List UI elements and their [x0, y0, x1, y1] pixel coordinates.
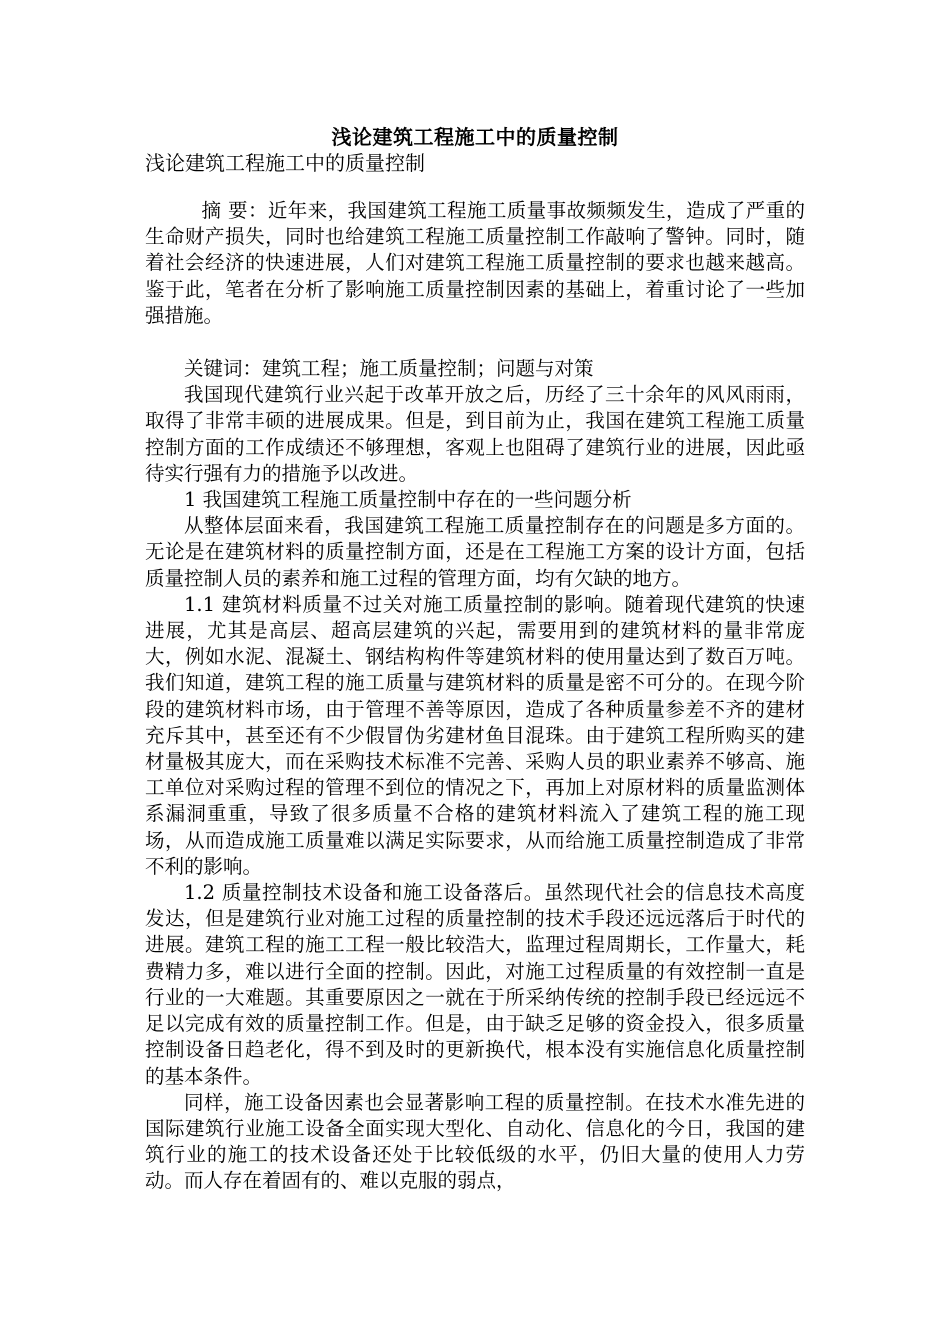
document-subtitle: 浅论建筑工程施工中的质量控制 [145, 151, 425, 175]
document-title: 浅论建筑工程施工中的质量控制 [331, 125, 619, 149]
section-1-1-paragraph: 1.1 建筑材料质量不过关对施工质量控制的影响。随着现代建筑的快速进展，尤其是高层、超高层建筑的兴起，需要用到的建筑材料的量非常庞大，例如水泥、混凝土、钢结构构件等建筑材料的使用量达到了数百万吨。我们知道，建筑工程的施工质量与建筑材料的质量是密不可分的。在现今阶段的建筑材料市场，由于管理不善等原因，造成了各种质量参差不齐的建材充斥其中，甚至还有不少假冒伪劣建材鱼目混珠。由于建筑工程所购买的建材量极其庞大，而在采购技术标准不完善、采购人员的职业素养不够高、施工单位对采购过程的管理不到位的情况之下，再加上对原材料的质量监测体系漏洞重重，导致了很多质量不合格的建筑材料流入了建筑工程的施工现场，从而造成施工质量难以满足实际要求，从而给施工质量控制造成了非常不利的影响。 [145, 592, 805, 878]
abstract-paragraph: 摘 要：近年来，我国建筑工程施工质量事故频频发生，造成了严重的生命财产损失，同时也给建筑工程施工质量控制工作敲响了警钟。同时，随着社会经济的快速进展，人们对建筑工程施工质量控制的要求也越来越高。鉴于此，笔者在分析了影响施工质量控制因素的基础上，着重讨论了一些加强措施。 [145, 199, 805, 327]
section-1-2-continued-paragraph: 同样，施工设备因素也会显著影响工程的质量控制。在技术水准先进的国际建筑行业施工设备全面实现大型化、自动化、信息化的今日，我国的建筑行业的施工的技术设备还处于比较低级的水平，仍旧大量的使用人力劳动。而人存在着固有的、难以克服的弱点， [145, 1090, 805, 1193]
keywords-paragraph: 关键词：建筑工程；施工质量控制；问题与对策 [184, 357, 594, 381]
section-1-2-paragraph: 1.2 质量控制技术设备和施工设备落后。虽然现代社会的信息技术高度发达，但是建筑行业对施工过程的质量控制的技术手段还远远落后于时代的进展。建筑工程的施工工程一般比较浩大，监理过程周期长，工作量大，耗费精力多，难以进行全面的控制。因此，对施工过程质量的有效控制一直是行业的一大难题。其重要原因之一就在于所采纳传统的控制手段已经远远不足以完成有效的质量控制工作。但是，由于缺乏足够的资金投入，很多质量控制设备日趋老化，得不到及时的更新换代，根本没有实施信息化质量控制的基本条件。 [145, 881, 805, 1088]
document-body [145, 198, 805, 1195]
section-1-paragraph: 从整体层面来看，我国建筑工程施工质量控制存在的问题是多方面的。无论是在建筑材料的质量控制方面，还是在工程施工方案的设计方面，包括质量控制人员的素养和施工过程的管理方面，均有欠缺的地方。 [145, 514, 805, 590]
intro-paragraph: 我国现代建筑行业兴起于改革开放之后，历经了三十余年的风风雨雨，取得了非常丰硕的进展成果。但是，到目前为止，我国在建筑工程施工质量控制方面的工作成绩还不够理想，客观上也阻碍了建筑行业的进展，因此亟待实行强有力的措施予以改进。 [145, 383, 805, 485]
section-heading-1: 1 我国建筑工程施工质量控制中存在的一些问题分析 [184, 488, 632, 512]
paragraph-gap [145, 329, 805, 356]
